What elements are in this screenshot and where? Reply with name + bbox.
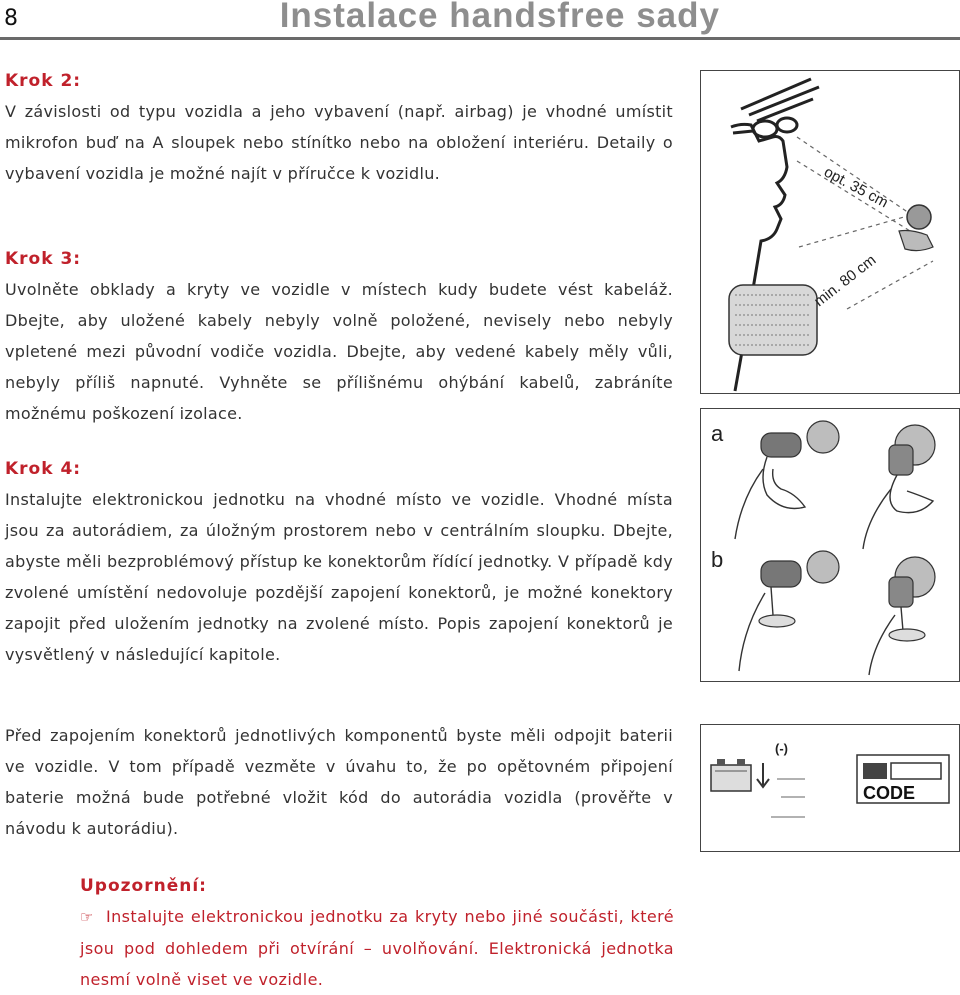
- warning-text-block: [80, 901, 674, 995]
- opt-distance-label: opt. 35 cm: [821, 163, 891, 212]
- mic-mount-figure: [700, 408, 960, 682]
- variant-a-label: a: [711, 421, 724, 446]
- battery-icon: [711, 765, 751, 791]
- page-header: [0, 0, 960, 40]
- battery-note-section: [5, 720, 673, 844]
- warning-text: Instalujte elektronickou jednotku za kryty nebo jiné součásti, které jsou pod dohledem při otvírání – uvolňování. Elektronická jednotka nesmí volně viset ve vozidle.: [80, 907, 674, 989]
- battery-note-text: Před zapojením konektorů jednotlivých komponentů byste měli odpojit baterii ve vozidle. V tom případě vezměte v úvahu to, že po opětovném připojení baterie možná bude potřebné vložit kód do autorádia vozidla (prověřte v návodu k autorádiu).: [5, 726, 673, 838]
- page-title: Instalace handsfree sady: [279, 0, 720, 35]
- radio-code-label: CODE: [863, 783, 916, 803]
- step-4-heading: Krok 4:: [5, 459, 82, 479]
- mic-distance-figure: [700, 70, 960, 394]
- step-4-text: Instalujte elektronickou jednotku na vhodné místo ve vozidle. Vhodné místa jsou za autorádiem, za úložným prostorem nebo v centrálním sloupku. Dbejte, abyste měli bezproblémový přístup ke konektorům řídící jednotky. V případě kdy zvolené umístění nedovoluje pozdější zapojení konektorů, je možné konektory zapojit před uložením jednotky na zvolené místo. Popis zapojení konektorů je vysvětlený v následující kapitole.: [5, 490, 673, 664]
- step-2-section: [5, 68, 673, 189]
- battery-code-illustration: [701, 725, 959, 851]
- battery-code-figure: [700, 724, 960, 852]
- step-2-text: V závislosti od typu vozidla a jeho vybavení (např. airbag) je vhodné umístit mikrofon buď na A sloupek nebo stínítko nebo na obložení interiéru. Detaily o vybavení vozidla je možné najít v příručce k vozidlu.: [5, 102, 673, 183]
- mic-distance-illustration: [701, 71, 959, 393]
- minus-terminal-label: (-): [775, 741, 788, 756]
- step-3-heading: Krok 3:: [5, 249, 82, 269]
- step-3-section: [5, 246, 673, 429]
- warning-heading: Upozornění:: [80, 876, 207, 896]
- variant-b-label: b: [711, 547, 724, 572]
- mic-mount-illustration: [701, 409, 959, 681]
- page-number: 8: [4, 6, 18, 31]
- step-4-section: [5, 456, 673, 670]
- step-2-heading: Krok 2:: [5, 71, 82, 91]
- header-rule: [0, 37, 960, 40]
- min-distance-label: min. 80 cm: [810, 251, 880, 311]
- pointing-hand-icon: ☞: [80, 908, 94, 926]
- warning-section: [80, 873, 674, 995]
- step-3-text: Uvolněte obklady a kryty ve vozidle v místech kudy budete vést kabeláž. Dbejte, aby uložené kabely nebyly volně položené, nevisely nebo nebyly vpletené mezi původní vodiče vozidla. Dbejte, aby vedené kabely měly vůli, nebyly příliš napnuté. Vyhněte se přílišnému ohýbání kabelů, zabráníte možnému poškození izolace.: [5, 280, 673, 423]
